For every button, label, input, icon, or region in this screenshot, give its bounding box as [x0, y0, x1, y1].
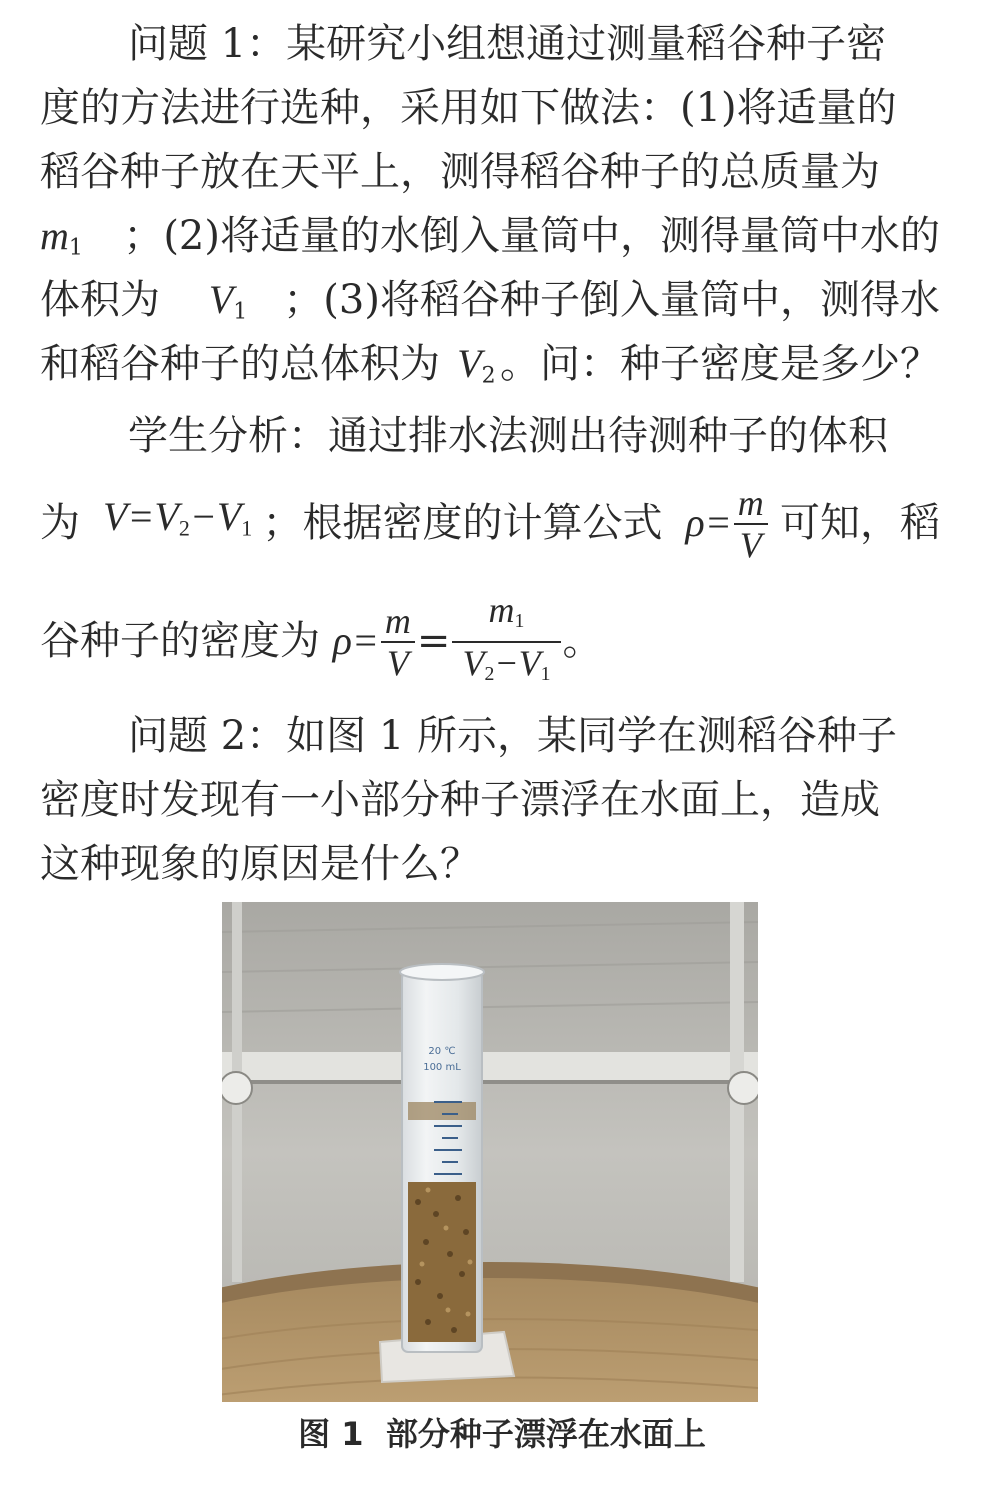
- text-segment: 。问：种子密度是多少？: [500, 341, 940, 387]
- q1-line-3: [40, 146, 940, 198]
- numerator: m: [737, 483, 764, 523]
- text-segment: 和稻谷种子的总体积为: [40, 341, 453, 387]
- subscript: 2: [484, 662, 495, 685]
- text-segment: 问题 2：如图 1 所示，某同学在测稻谷种子: [128, 713, 898, 759]
- rho-equals: ρ=: [332, 618, 379, 663]
- figure-caption: 图 1 部分种子漂浮在水面上: [298, 1415, 706, 1453]
- analysis-line-1: [128, 410, 940, 462]
- symbol-v: V: [216, 494, 242, 540]
- mass-variable: [40, 210, 83, 262]
- volume-variable-v1: [209, 274, 247, 326]
- text-segment: 可知，稻: [780, 500, 940, 546]
- analysis-line-3: [40, 586, 940, 696]
- text-segment: ；(3)将稻谷种子倒入量筒中，测得水: [283, 277, 940, 323]
- minus-sign: −: [494, 643, 519, 683]
- analysis-line-2: [40, 468, 940, 578]
- cylinder-label-temp: 20 ℃: [428, 1046, 456, 1057]
- text-segment: 学生分析：通过排水法测出待测种子的体积: [128, 413, 888, 459]
- density-formula: [686, 468, 770, 578]
- text-segment: 度的方法进行选种，采用如下做法：(1)将适量的: [40, 85, 897, 131]
- volume-variable-v2: [457, 338, 495, 390]
- q2-line-1: [128, 710, 940, 762]
- subscript: 1: [514, 610, 525, 632]
- text-segment: 这种现象的原因是什么？: [40, 841, 480, 887]
- minus-sign: −: [189, 494, 217, 540]
- subscript: 1: [540, 662, 551, 685]
- q1-line-4: [40, 210, 940, 262]
- q2-line-2: [40, 774, 940, 826]
- text-segment: ；根据密度的计算公式: [262, 500, 676, 546]
- subscript: 2: [178, 515, 190, 541]
- equals-sign: =: [416, 618, 451, 664]
- q1-line-2: [40, 82, 940, 134]
- text-segment: 。: [562, 618, 603, 664]
- v-equals-v: V=V: [102, 494, 179, 540]
- fraction-m-over-v: [381, 601, 415, 683]
- q1-line-5: [40, 274, 940, 326]
- density-result-formula: [333, 586, 563, 696]
- numerator: m: [384, 601, 411, 641]
- subscript: 1: [233, 299, 248, 325]
- symbol-v: V: [208, 277, 234, 322]
- numerator: [485, 590, 529, 641]
- subscript: 1: [241, 515, 253, 541]
- text-segment: 密度时发现有一小部分种子漂浮在水面上，造成: [40, 777, 880, 823]
- text-segment: 稻谷种子放在天平上，测得稻谷种子的总质量为: [40, 149, 880, 195]
- fraction-m-over-v: [734, 483, 768, 565]
- text-segment: 体积为: [40, 277, 173, 323]
- symbol-v: V: [457, 341, 482, 386]
- subscript: 1: [68, 235, 83, 261]
- graduated-cylinder-photo: [222, 902, 758, 1402]
- subscript: 2: [481, 363, 496, 389]
- denominator: V: [739, 525, 762, 565]
- symbol-v: V: [518, 643, 541, 683]
- text-segment: 问题 1：某研究小组想通过测量稻谷种子密: [128, 21, 887, 67]
- symbol-v: V: [462, 643, 485, 683]
- text-segment: 为: [40, 500, 93, 546]
- volume-difference: [103, 462, 252, 584]
- symbol-m: m: [488, 590, 515, 631]
- q2-line-3: [40, 838, 940, 890]
- figure-1-photo: [222, 902, 758, 1402]
- denominator: V: [386, 643, 409, 683]
- fraction-m1-over-v2-minus-v1: [452, 590, 560, 694]
- cylinder-label-volume: 100 mL: [423, 1062, 461, 1073]
- text-segment: ；(2)将适量的水倒入量筒中，测得量筒中水的: [123, 213, 940, 259]
- q1-line-1: [128, 18, 940, 70]
- denominator: [452, 643, 560, 694]
- q1-line-6: [40, 338, 940, 390]
- symbol-m: m: [40, 213, 69, 258]
- text-segment: 谷种子的密度为: [40, 618, 333, 664]
- rho-equals: ρ=: [685, 500, 732, 545]
